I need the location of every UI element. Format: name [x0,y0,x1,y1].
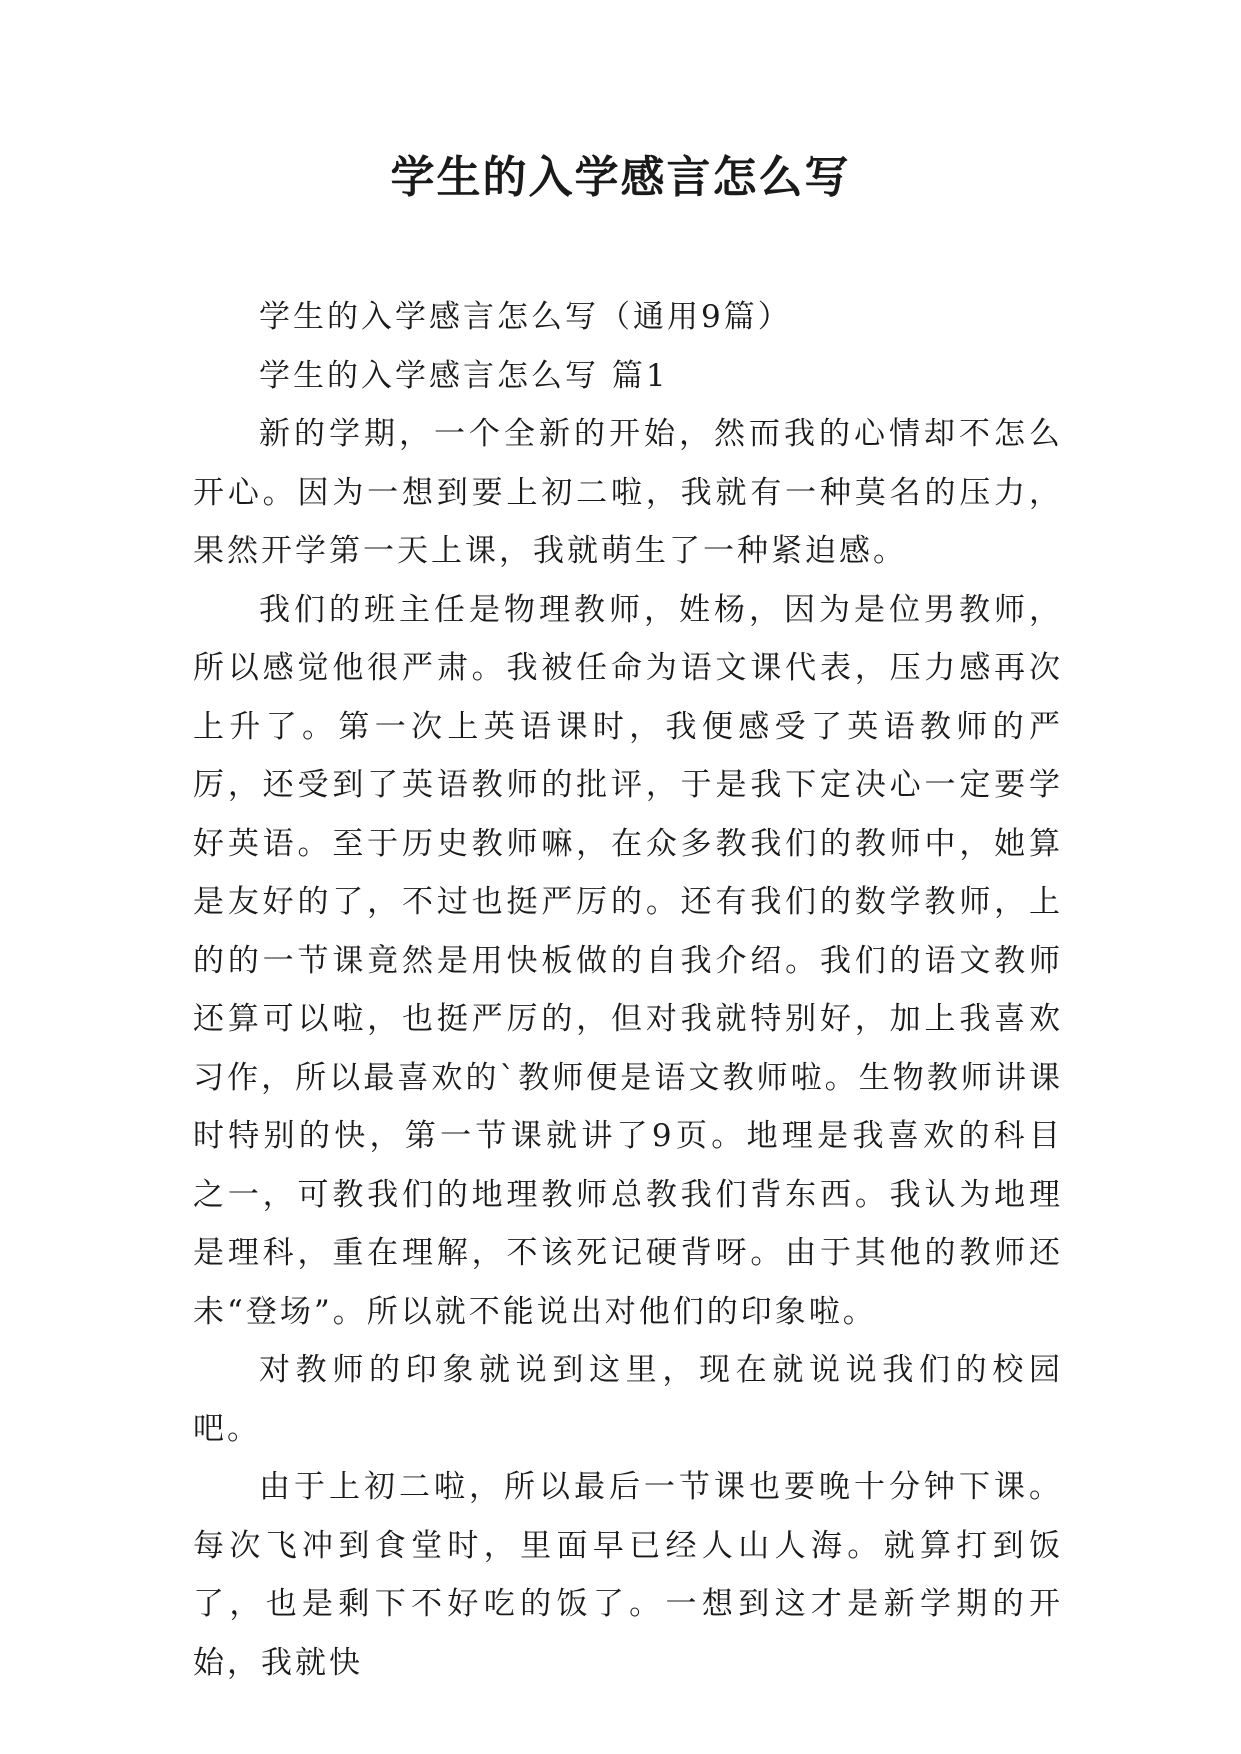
document-body [193,288,1063,1692]
body-paragraph: 由于上初二啦，所以最后一节课也要晚十分钟下课。每次飞冲到食堂时，里面早已经人山人海。就算打到饭了，也是剩下不好吃的饭了。一想到这才是新学期的开始，我就快 [193,1469,1063,1681]
body-paragraph: 我们的班主任是物理教师，姓杨，因为是位男教师，所以感觉他很严肃。我被任命为语文课代表，压力感再次上升了。第一次上英语课时，我便感受了英语教师的严厉，还受到了英语教师的批评，于是我下定决心一定要学好英语。至于历史教师嘛，在众多教我们的教师中，她算是友好的了，不过也挺严厉的。还有我们的数学教师，上的的一节课竟然是用快板做的自我介绍。我们的语文教师还算可以啦，也挺严厉的，但对我就特别好，加上我喜欢习作，所以最喜欢的`教师便是语文教师啦。生物教师讲课时特别的快，第一节课就讲了9页。地理是我喜欢的科目之一，可教我们的地理教师总教我们背东西。我认为地理是理科，重在理解，不该死记硬背呀。由于其他的教师还未“登场”。所以就不能说出对他们的印象啦。 [193,591,1063,1330]
document-title: 学生的入学感言怎么写 [390,152,851,203]
section-heading: 学生的入学感言怎么写 篇1 [259,357,669,394]
body-paragraph: 对教师的印象就说到这里，现在就说说我们的校园吧。 [193,1352,1063,1447]
document-subtitle: 学生的入学感言怎么写（通用9篇） [259,299,792,335]
body-paragraph: 新的学期，一个全新的开始，然而我的心情却不怎么开心。因为一想到要上初二啦，我就有一种莫名的压力，果然开学第一天上课，我就萌生了一种紧迫感。 [193,416,1063,569]
